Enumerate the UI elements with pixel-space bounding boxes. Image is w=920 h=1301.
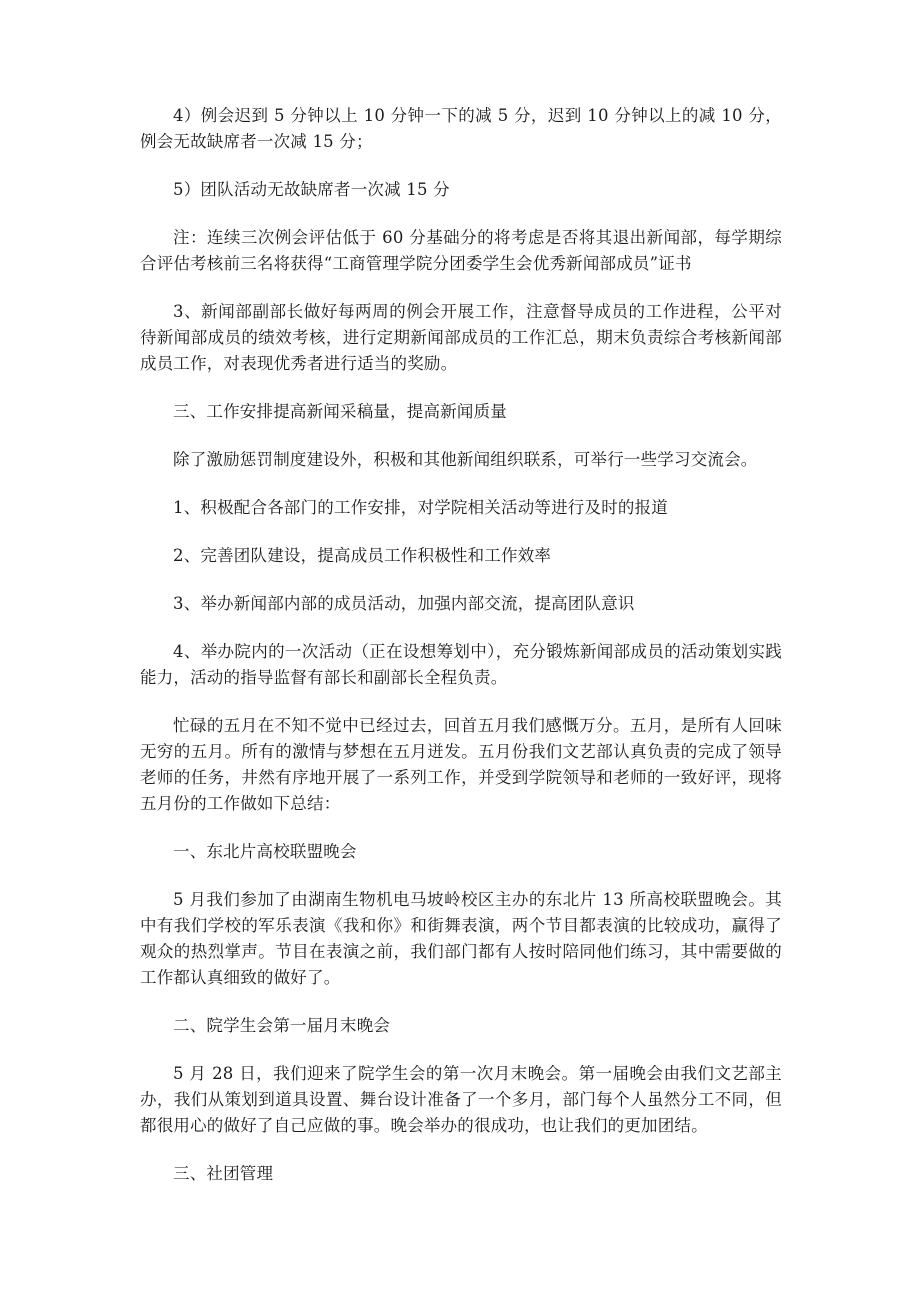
section-heading-work-arrangement: 三、工作安排提高新闻采稿量，提高新闻质量 (173, 402, 507, 421)
section-heading-monthly-party: 二、院学生会第一届月末晚会 (173, 1016, 391, 1035)
document-body (140, 103, 782, 1209)
paragraph-intro: 除了激励惩罚制度建设外，积极和其他新闻组织联系，可举行一些学习交流会。 (173, 450, 758, 469)
list-item-1: 1、积极配合各部门的工作安排，对学院相关活动等进行及时的报道 (173, 498, 668, 517)
paragraph-monthly-party: 5 月 28 日，我们迎来了院学生会的第一次月末晚会。第一届晚会由我们文艺部主办，我们从策划到道具设置、舞台设计准备了一个多月，部门每个人虽然分工不同，但都很用心的做好了自己应做的事。晚会举办的很成功，也让我们的更加团结。 (140, 1064, 782, 1135)
section-heading-gala: 一、东北片高校联盟晚会 (173, 842, 357, 861)
list-item-3: 3、举办新闻部内部的成员活动，加强内部交流，提高团队意识 (173, 594, 635, 613)
list-item-4: 4、举办院内的一次活动（正在设想筹划中），充分锻炼新闻部成员的活动策划实践能力，活动的指导监督有部长和副部长全程负责。 (140, 642, 782, 687)
paragraph-rule-5: 5）团队活动无故缺席者一次减 15 分 (173, 180, 450, 199)
paragraph-rule-4: 4）例会迟到 5 分钟以上 10 分钟一下的减 5 分，迟到 10 分钟以上的减 10 分，例会无故缺席者一次减 15 分； (140, 106, 782, 151)
paragraph-note: 注：连续三次例会评估低于 60 分基础分的将考虑是否将其退出新闻部，每学期综合评估考核前三名将获得“工商管理学院分团委学生会优秀新闻部成员”证书 (140, 228, 782, 273)
list-item-2: 2、完善团队建设，提高成员工作积极性和工作效率 (173, 546, 552, 565)
section-heading-club-management: 三、社团管理 (173, 1164, 274, 1183)
paragraph-gala: 5 月我们参加了由湖南生物机电马坡岭校区主办的东北片 13 所高校联盟晚会。其中有我们学校的军乐表演《我和你》和街舞表演，两个节目都表演的比较成功，赢得了观众的热烈掌声。节目在表演之前，我们部门都有人按时陪同他们练习，其中需要做的工作都认真细致的做好了。 (140, 890, 782, 987)
paragraph-may-summary: 忙碌的五月在不知不觉中已经过去，回首五月我们感慨万分。五月，是所有人回味无穷的五月。所有的激情与梦想在五月迸发。五月份我们文艺部认真负责的完成了领导老师的任务，井然有序地开展了一系列工作，并受到学院领导和老师的一致好评，现将五月份的工作做如下总结： (140, 716, 782, 813)
paragraph-item-3: 3、新闻部副部长做好每两周的例会开展工作，注意督导成员的工作进程，公平对待新闻部成员的绩效考核，进行定期新闻部成员的工作汇总，期末负责综合考核新闻部成员工作，对表现优秀者进行适当的奖励。 (140, 302, 782, 373)
